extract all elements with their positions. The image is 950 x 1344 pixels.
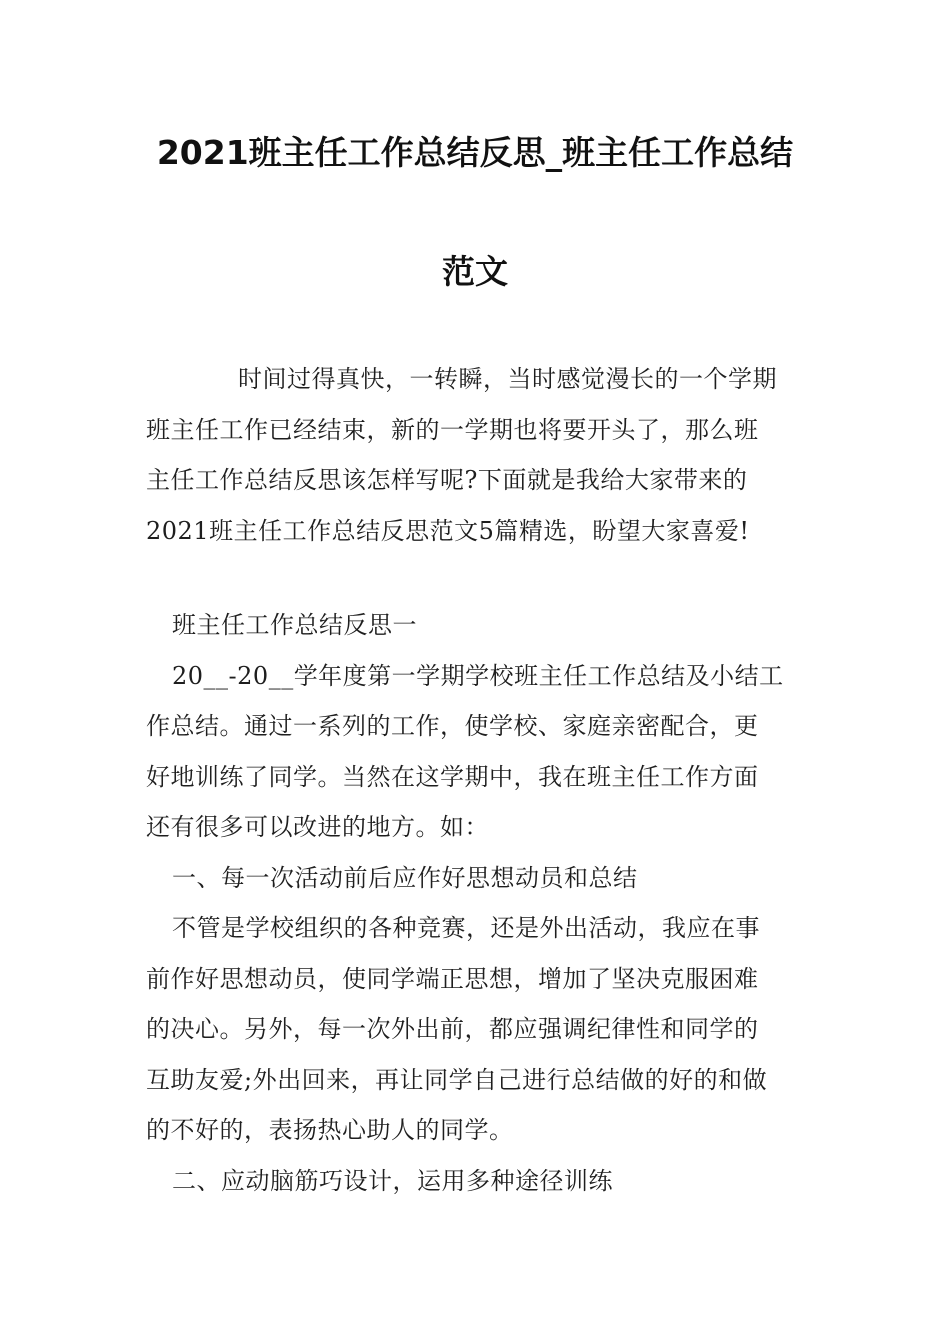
para2-line: 不管是学校组织的各种竞赛，还是外出活动，我应在事 [172, 914, 760, 942]
section-heading: 班主任工作总结反思一 [172, 611, 417, 639]
para1-line: 还有很多可以改进的地方。如： [146, 813, 489, 841]
para2-line: 互助友爱;外出回来，再让同学自己进行总结做的好的和做 [146, 1065, 768, 1094]
para2-line: 的决心。另外，每一次外出前，都应强调纪律性和同学的 [146, 1015, 759, 1043]
para1-line: 好地训练了同学。当然在这学期中，我在班主任工作方面 [146, 762, 759, 791]
para2-line: 的不好的，表扬热心助人的同学。 [146, 1116, 514, 1144]
document-title-line-1: 2021班主任工作总结反思_班主任工作总结 [156, 133, 794, 172]
para1-line: 作总结。通过一系列的工作，使学校、家庭亲密配合，更 [146, 712, 759, 740]
point-two-heading: 二、应动脑筋巧设计，运用多种途径训练 [172, 1166, 613, 1195]
section-one [146, 600, 808, 1206]
para1-line: 20__-20__学年度第一学期学校班主任工作总结及小结工 [172, 661, 784, 690]
intro-line: 班主任工作已经结束，新的一学期也将要开头了，那么班 [146, 415, 759, 444]
document-title-line-2: 范文 [442, 252, 508, 291]
intro-paragraph [146, 354, 808, 556]
para2-line: 前作好思想动员，使同学端正思想，增加了坚决克服困难 [146, 964, 759, 993]
intro-line: 主任工作总结反思该怎样写呢?下面就是我给大家带来的 [146, 466, 748, 494]
intro-line: 时间过得真快，一转瞬，当时感觉漫长的一个学期 [238, 365, 777, 393]
point-one-heading: 一、每一次活动前后应作好思想动员和总结 [172, 863, 638, 892]
intro-line: 2021班主任工作总结反思范文5篇精选，盼望大家喜爱! [146, 516, 750, 545]
